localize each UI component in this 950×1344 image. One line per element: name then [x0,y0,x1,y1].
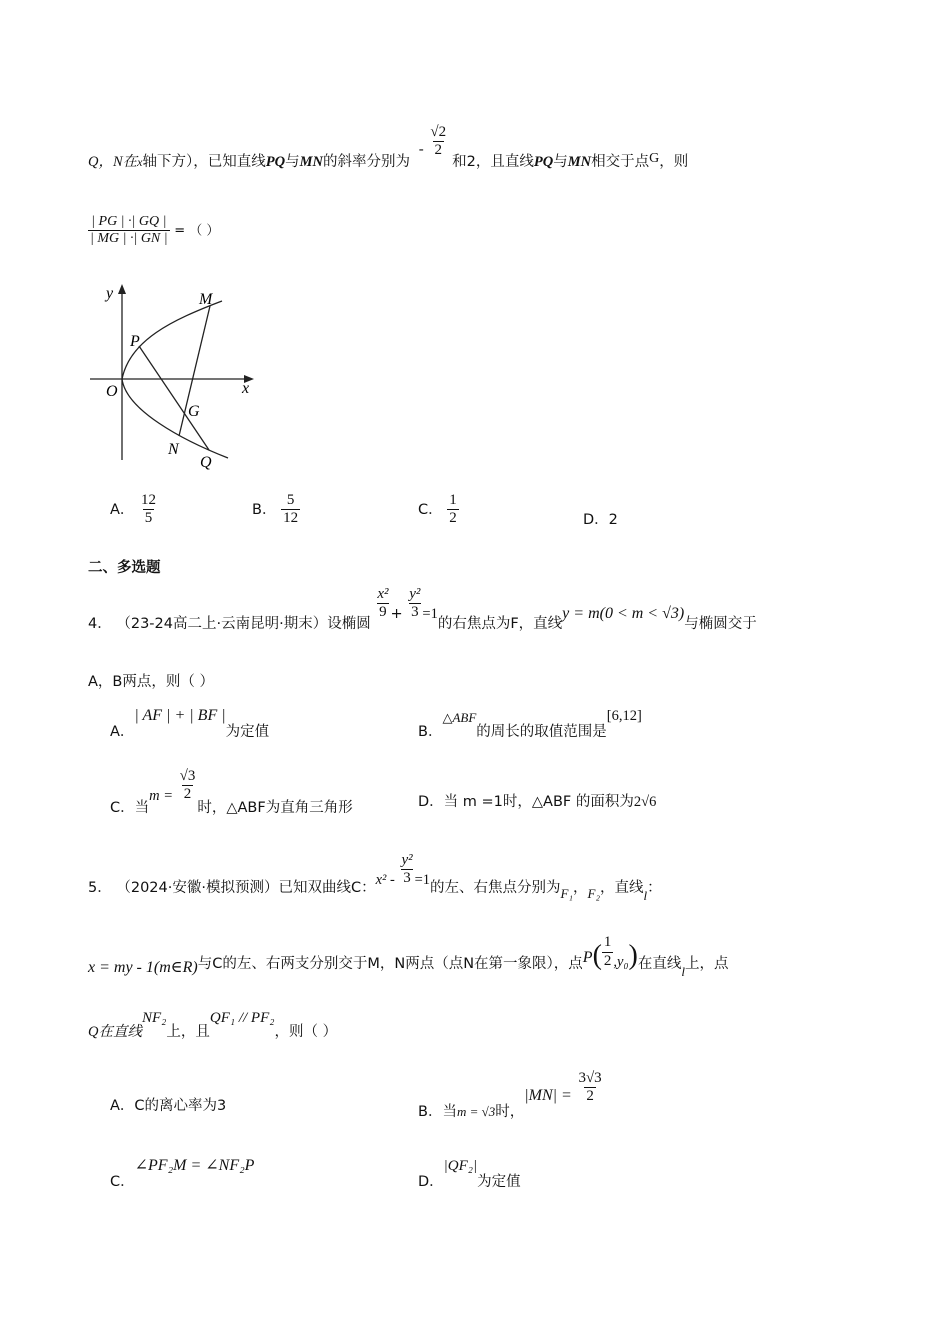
q5-p: P [582,949,593,966]
q4-option-d[interactable] [418,790,656,811]
frac-num: y² [401,852,413,868]
q3-slopes-text: 的斜率分别为 [322,153,410,170]
eq-one: =1 [422,605,438,622]
frac-num: y² [409,586,421,602]
line-pq [139,346,209,450]
q4-opt-c-frac [178,768,198,804]
q3-ratio-den: | MG | ·| GN | [90,231,168,247]
q5-option-a[interactable] [110,1094,226,1115]
q4-text1: 的右焦点为F，直线 [437,615,563,632]
q3-pq: PQ [265,153,286,170]
q4-opt-a-expr: | AF | + | BF | [134,707,226,724]
q4-option-a[interactable] [110,702,269,738]
q4-text2: 与椭圆交于 [684,615,757,632]
q3-mn2: MN [567,153,592,170]
frac-num: 1 [449,492,457,508]
frac-den: 9 [379,604,387,621]
q3-option-a[interactable] [110,492,158,528]
q5-stem-line3 [88,1002,337,1042]
option-label: C． [110,799,135,816]
q4-opt-d-text: 当 m =1时，△ABF 的面积为 [443,794,634,810]
q3-line1 [88,118,688,168]
q3-mn: MN [299,153,323,170]
frac-den: 3 [411,604,419,621]
q3-yu2: 与 [553,153,568,170]
option-label: C． [418,501,443,518]
q5-stem-line1 [88,848,662,903]
q4-ellipse-y-frac [407,586,422,622]
label-m: M [199,291,213,308]
option-fraction [139,492,158,528]
q3-option-b[interactable] [252,492,300,528]
frac-den: 2 [183,786,192,803]
q4-number: 4． [88,615,112,632]
q5-opt-b-text: 当 [442,1103,457,1120]
q3-option-d[interactable] [583,508,618,529]
option-fraction [447,492,459,528]
q3-slope-num: √2 [430,124,447,140]
q5-opt-a-text: C的离心率为3 [134,1098,227,1114]
q3-ratio-num: | PG | ·| GQ | [91,214,167,229]
q5-p-y: ,y₀ [613,954,629,970]
label-p: P [130,333,140,350]
q3-pq2: PQ [533,153,554,170]
q5-source: （2024·安徽·模拟预测）已知双曲线C： [116,879,376,896]
frac-den: 12 [283,510,299,527]
frac-num: 3√3 [578,1070,602,1086]
label-g: G [188,403,200,420]
q4-ellipse-x-frac [375,586,390,622]
q5-f2: F₂ [587,885,600,901]
q4-line-eq: y = m(0 < m < √3) [562,604,685,622]
q3-text: 轴下方），已知直线 [142,153,266,170]
label-n: N [168,441,179,458]
q4-opt-b-range: [6,12] [606,708,642,724]
q3-prefix: Q，N在 [88,153,138,170]
q5-paren-open: ( [592,940,602,971]
frac-num: x² [377,586,389,602]
q5-line3-q: Q在直线 [88,1024,142,1040]
q4-option-c[interactable] [110,764,353,814]
q5-hyp-x: x² - [375,871,395,888]
q3-ratio [88,214,219,247]
q5-opt-b-m: m = √3 [456,1103,496,1119]
frac-den: 5 [144,510,153,527]
q4-opt-d-val: 2√6 [633,794,657,810]
q3-ratio-fraction [88,214,170,247]
q3-g: G [649,150,660,166]
q5-p-frac [602,934,614,970]
q5-text4: 在直线 [637,956,682,972]
q5-l2: l [681,964,685,979]
q5-l: l [643,887,648,903]
q3-ratio-eq: = （ ） [174,223,220,239]
plus-sign: + [390,605,403,622]
q5-opt-d-expr: |QF₂| [443,1158,478,1174]
frac-den: 2 [449,510,457,527]
label-q: Q [200,454,212,471]
option-label: B． [418,724,443,740]
q4-opt-c-text: 时，△ABF为直角三角形 [197,799,353,816]
q5-hyp-frac [399,852,414,888]
q5-line3-mid: 上，且 [166,1024,210,1040]
q5-option-c[interactable] [110,1150,254,1190]
q3-figure [82,280,262,480]
q4-opt-b-text: 的周长的取值范围是 [476,724,607,740]
q5-text3: 与C的左、右两支分别交于M，N两点（点N在第一象限），点 [197,956,583,972]
q3-x-var: x [137,154,143,169]
q5-paren-close: ) [628,940,638,971]
q5-option-b[interactable] [418,1068,604,1118]
q5-text2: ，直线 [599,879,644,896]
q4-source: （23-24高二上·云南昆明·期末）设椭圆 [116,615,371,632]
q4-stem-line1 [88,582,757,632]
frac-den: 2 [603,952,612,969]
option-label: D． [418,1174,444,1190]
y-axis-arrow [118,284,126,294]
option-label: A． [110,501,135,518]
q5-option-d[interactable] [418,1150,521,1190]
q5-nf2: NF₂ [141,1010,167,1026]
option-label: A． [110,724,135,740]
q5-comma: ， [573,879,588,896]
q5-line3-end: ，则（ ） [274,1024,338,1040]
q5-opt-b-frac [576,1070,603,1106]
q3-ze: ，则 [659,153,689,170]
q5-line-eq: x = my - 1(m∈R) [88,959,198,976]
label-o: O [106,383,118,400]
q3-slope-fraction [428,124,448,160]
label-y: y [106,285,114,302]
q3-neg-sign: - [418,141,424,158]
q5-stem-line2 [88,926,729,979]
q3-he2: 和2，且直线 [452,153,534,170]
option-label: B． [418,1103,443,1120]
q5-opt-b-mn: |MN| = [524,1086,572,1104]
option-fraction [281,492,300,528]
frac-den: 2 [586,1088,594,1105]
frac-num: 12 [141,492,157,508]
q5-opt-c-expr: ∠PF₂M = ∠NF₂P [134,1157,255,1174]
frac-num: √3 [179,768,196,784]
q5-hyp-eq: =1 [414,871,431,888]
q5-colon: ： [647,879,662,896]
q5-text1: 的左、右焦点分别为 [430,879,561,896]
option-label: D． [418,794,444,810]
q5-opt-d-text: 为定值 [477,1174,521,1190]
option-value: 2 [608,512,618,528]
section-header: 二、多选题 [88,560,161,576]
q4-stem-line2: A，B两点，则（ ） [88,674,214,690]
q4-opt-c-pre: 当 [134,799,150,816]
q3-slope-den: 2 [434,142,443,159]
q5-number: 5． [88,879,112,896]
q5-f1: F₁ [560,885,574,901]
option-label: B． [252,501,277,518]
label-x: x [242,380,250,397]
q4-option-b[interactable] [418,702,642,738]
option-label: A． [110,1098,135,1114]
frac-num: 5 [286,492,295,508]
q4-opt-a-text: 为定值 [225,724,270,740]
q5-opt-b-when: 时， [495,1103,525,1120]
frac-num: 1 [603,934,612,951]
q4-opt-b-expr: △ABF [442,710,477,725]
q5-parallel: QF₁ // PF₂ [209,1010,275,1026]
q3-intersect: 相交于点 [591,153,650,170]
option-label: D． [583,512,609,528]
option-label: C． [110,1174,135,1190]
q3-yu: 与 [285,153,300,170]
q3-option-c[interactable] [418,492,459,528]
frac-den: 3 [403,870,411,887]
q5-text5: 上，点 [684,956,729,972]
q4-opt-c-m: m = [149,787,174,804]
